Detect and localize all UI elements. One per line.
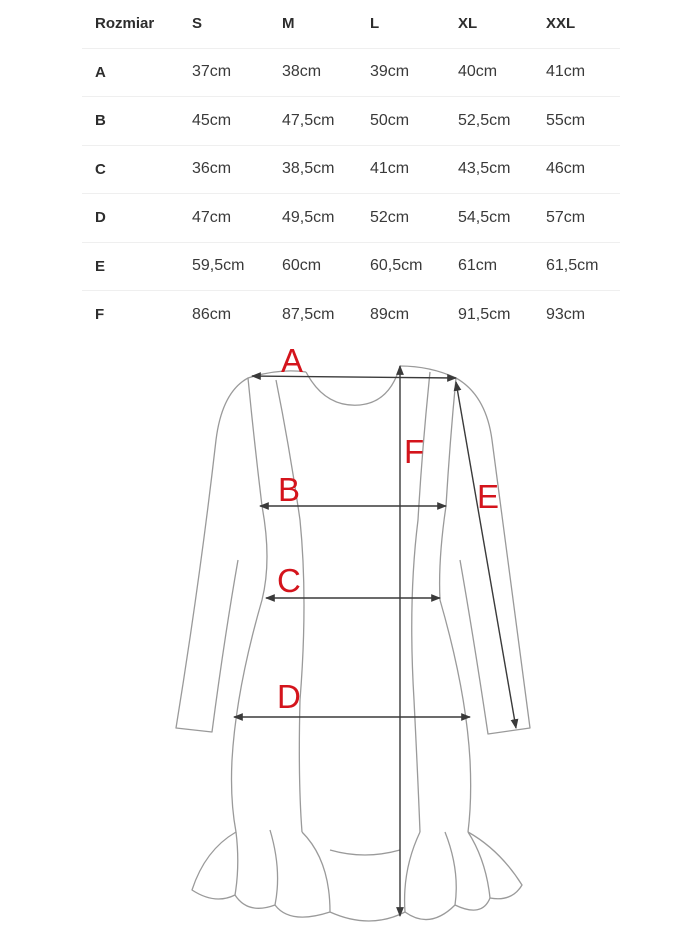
table-cell: 60cm — [282, 242, 370, 291]
dress-outline — [176, 366, 530, 921]
header-s: S — [192, 0, 282, 48]
row-label: F — [95, 306, 105, 324]
table-cell: 37cm — [192, 48, 282, 97]
table-cell: 40cm — [458, 48, 546, 97]
label-b: B — [278, 471, 301, 508]
table-cell: 39cm — [370, 48, 458, 97]
table-cell: 43,5cm — [458, 145, 546, 194]
label-a: A — [281, 342, 304, 379]
table-cell: 93cm — [546, 305, 586, 323]
table-cell: 47,5cm — [282, 97, 370, 146]
table-cell: 38,5cm — [282, 145, 370, 194]
table-cell: 86cm — [192, 305, 232, 323]
header-size: Rozmiar — [82, 0, 192, 48]
table-cell: 55cm — [546, 97, 620, 146]
table-cell: 41cm — [546, 48, 620, 97]
table-cell: 61,5cm — [546, 242, 620, 291]
row-label: D — [82, 194, 192, 243]
table-cell: 87,5cm — [282, 305, 335, 323]
table-row — [82, 48, 620, 97]
row-label: B — [82, 97, 192, 146]
table-cell: 89cm — [370, 305, 410, 323]
table-cell: 46cm — [546, 145, 620, 194]
size-table — [82, 0, 620, 339]
label-e: E — [477, 478, 500, 515]
table-cell: 57cm — [546, 194, 620, 243]
table-cell: 91,5cm — [458, 305, 511, 323]
table-cell: 50cm — [370, 97, 458, 146]
label-c: C — [277, 562, 301, 599]
table-cell: 59,5cm — [192, 242, 282, 291]
table-cell: 41cm — [370, 145, 458, 194]
table-cell: 47cm — [192, 194, 282, 243]
table-cell: 60,5cm — [370, 242, 458, 291]
table-cell: 61cm — [458, 242, 546, 291]
table-row — [82, 194, 620, 243]
table-cell: 49,5cm — [282, 194, 370, 243]
row-label: A — [82, 48, 192, 97]
table-row — [82, 145, 620, 194]
dress-measurement-diagram — [0, 330, 700, 933]
measurement-labels — [277, 342, 499, 715]
header-xl: XL — [458, 0, 546, 48]
label-d: D — [277, 678, 301, 715]
table-cell: 52,5cm — [458, 97, 546, 146]
table-row — [82, 242, 620, 291]
label-f: F — [404, 433, 425, 470]
header-m: M — [282, 0, 370, 48]
row-label: E — [82, 242, 192, 291]
header-xxl: XXL — [546, 0, 620, 48]
table-cell: 52cm — [370, 194, 458, 243]
table-header-row — [82, 0, 620, 48]
table-cell: 45cm — [192, 97, 282, 146]
row-label: C — [82, 145, 192, 194]
header-l: L — [370, 0, 458, 48]
table-cell: 54,5cm — [458, 194, 546, 243]
table-row — [82, 97, 620, 146]
table-cell: 38cm — [282, 48, 370, 97]
table-cell: 36cm — [192, 145, 282, 194]
